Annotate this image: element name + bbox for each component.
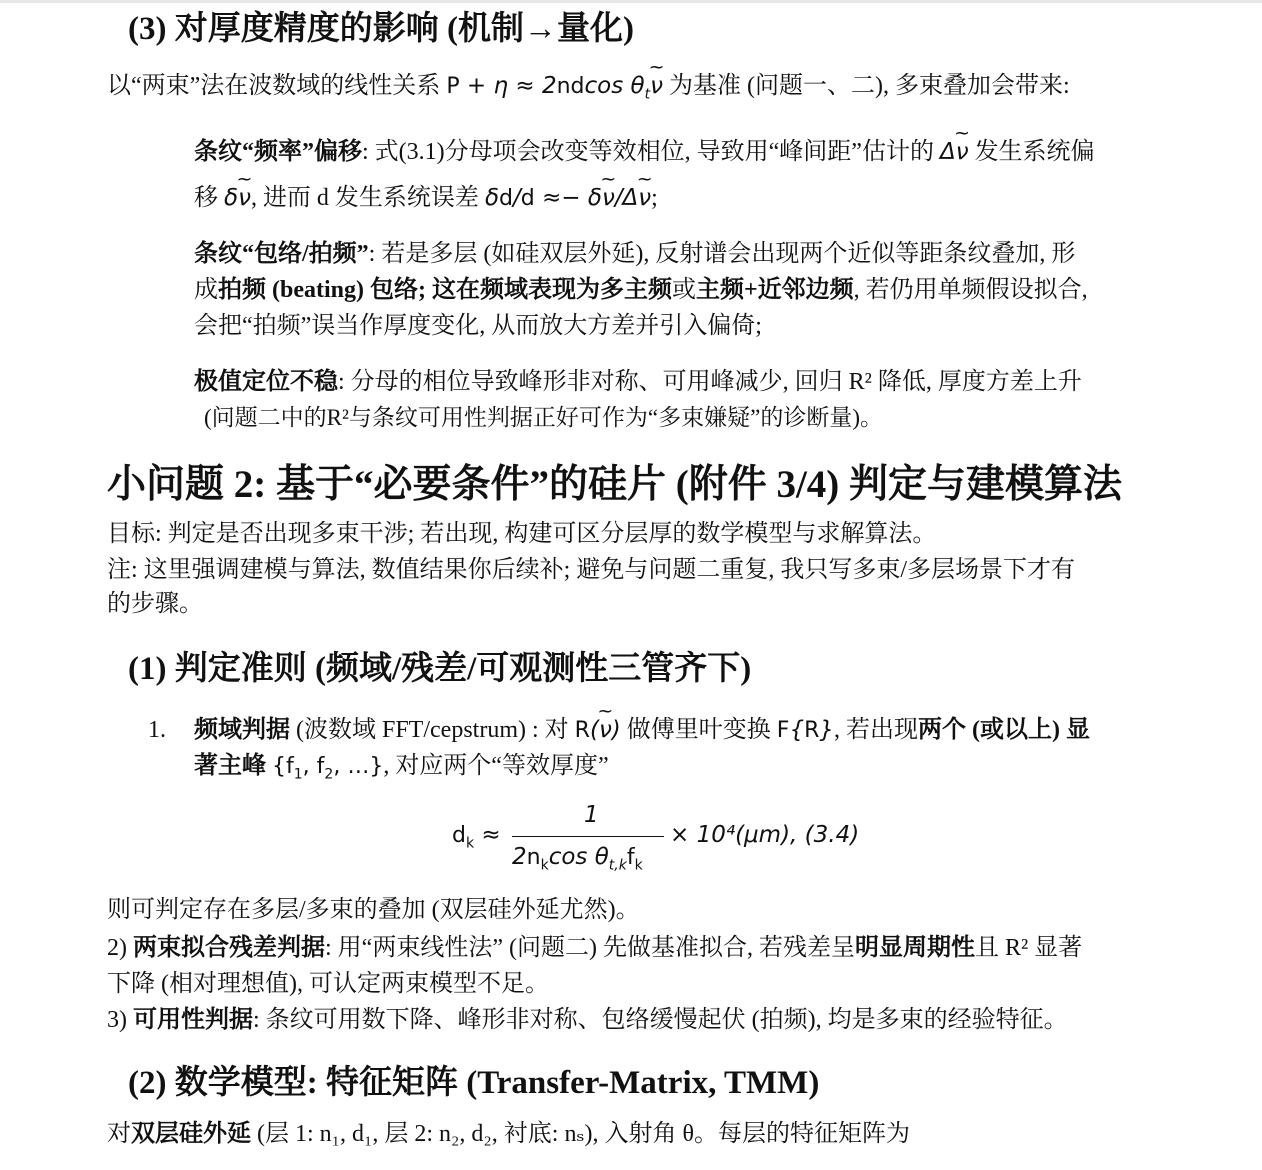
- bullet-envelope-beat: 条纹“包络/拍频”: 若是多层 (如硅双层外延), 反射谱会出现两个近似等距条纹叠加, 形: [194, 241, 1076, 267]
- equation-fraction-bar: [512, 836, 664, 837]
- note-text-line2: 的步骤。: [107, 591, 203, 617]
- goal-text: 目标: 判定是否出现多束干涉; 若出现, 构建可区分层厚的数学模型与求解算法。: [107, 521, 937, 547]
- model-heading: (2) 数学模型: 特征矩阵 (Transfer-Matrix, TMM): [128, 1065, 820, 1101]
- linear-relation-formula: P + η ≈ 2ndcos $\theta_t\sim$ ν: [446, 73, 663, 99]
- equation-denominator: $2n_k\cos$ $\theta_{t,k}f_k$: [512, 844, 643, 874]
- bullet-envelope-beat-line2: 成拍频 (beating) 包络; 这在频域表现为多主频或主频+近邻边频, 若仍用单频假设拟合,: [194, 277, 1088, 303]
- error-ratio-formula: δd/d ≈− δ~ ν/Δ~ ν: [485, 185, 651, 211]
- equation-numerator: 1: [584, 802, 599, 828]
- equation-tail: × 10⁴(μm), (3.4): [670, 822, 860, 848]
- subproblem-2-heading: 小问题 2: 基于“必要条件”的硅片 (附件 3/4) 判定与建模算法: [107, 463, 1123, 506]
- bullet-extremum-instability-line2: (问题二中的R²与条纹可用性判据正好可作为“多束嫌疑”的诊断量)。: [204, 405, 883, 430]
- bullet-frequency-shift: 条纹“频率”偏移: 式(3.1)分母项会改变等效相位, 导致用“峰间距”估计的 Δ~ ν 发生系统偏: [194, 138, 1095, 167]
- criterion-2-residual: 2) 两束拟合残差判据: 用“两束线性法” (问题二) 先做基准拟合, 若残差呈明显周期性且 R² 显著: [107, 935, 1083, 961]
- criterion-3-availability: 3) 可用性判据: 条纹可用数下降、峰形非对称、包络缓慢起伏 (拍频), 均是多束的经验特征。: [107, 1007, 1068, 1033]
- criterion-1-line2: 著主峰 {$f_1$, $f_2$, …}, 对应两个“等效厚度”: [194, 753, 609, 783]
- bullet-extremum-instability: 极值定位不稳: 分母的相位导致峰形非对称、可用峰减少, 回归 R² 降低, 厚度方差上升: [194, 369, 1082, 395]
- criterion-1-frequency: 频域判据 (波数域 FFT/cepstrum) : 对 R(~ ν) 做傅里叶变换 F{R}, 若出现两个 (或以上) 显: [194, 716, 1090, 745]
- section-heading-thickness-impact: (3) 对厚度精度的影响 (机制→量化): [128, 11, 634, 47]
- model-intro: 对双层硅外延 (层 1: n₁, d₁, 层 2: n₂, d₂, 衬底: nₛ), 入射角 θ。每层的特征矩阵为: [107, 1121, 911, 1147]
- criterion-2-line2: 下降 (相对理想值), 可认定两束模型不足。: [107, 971, 549, 997]
- criterion-1-number: 1.: [148, 717, 166, 743]
- bullet-envelope-beat-line3: 会把“拍频”误当作厚度变化, 从而放大方差并引入偏倚;: [194, 313, 762, 339]
- after-equation-text: 则可判定存在多层/多束的叠加 (双层硅外延尤然)。: [107, 897, 640, 923]
- intro-paragraph: 以“两束”法在波数域的线性关系 P + η ≈ 2ndcos $\theta_t\sim$ ν 为基准 (问题一、二), 多束叠加会带来:: [107, 72, 1070, 103]
- note-text: 注: 这里强调建模与算法, 数值结果你后续补; 避免与问题二重复, 我只写多束/多层场景下才有: [107, 557, 1076, 583]
- bullet-frequency-shift-line2: 移 δ~ ν, 进而 d 发生系统误差 δd/d ≈− δ~ ν/Δ~ ν;: [194, 184, 658, 213]
- equation-dk-lhs: $d_k$ ≈: [452, 822, 501, 852]
- criteria-heading: (1) 判定准则 (频域/残差/可观测性三管齐下): [128, 651, 752, 687]
- top-scroll-edge: [0, 0, 1262, 3]
